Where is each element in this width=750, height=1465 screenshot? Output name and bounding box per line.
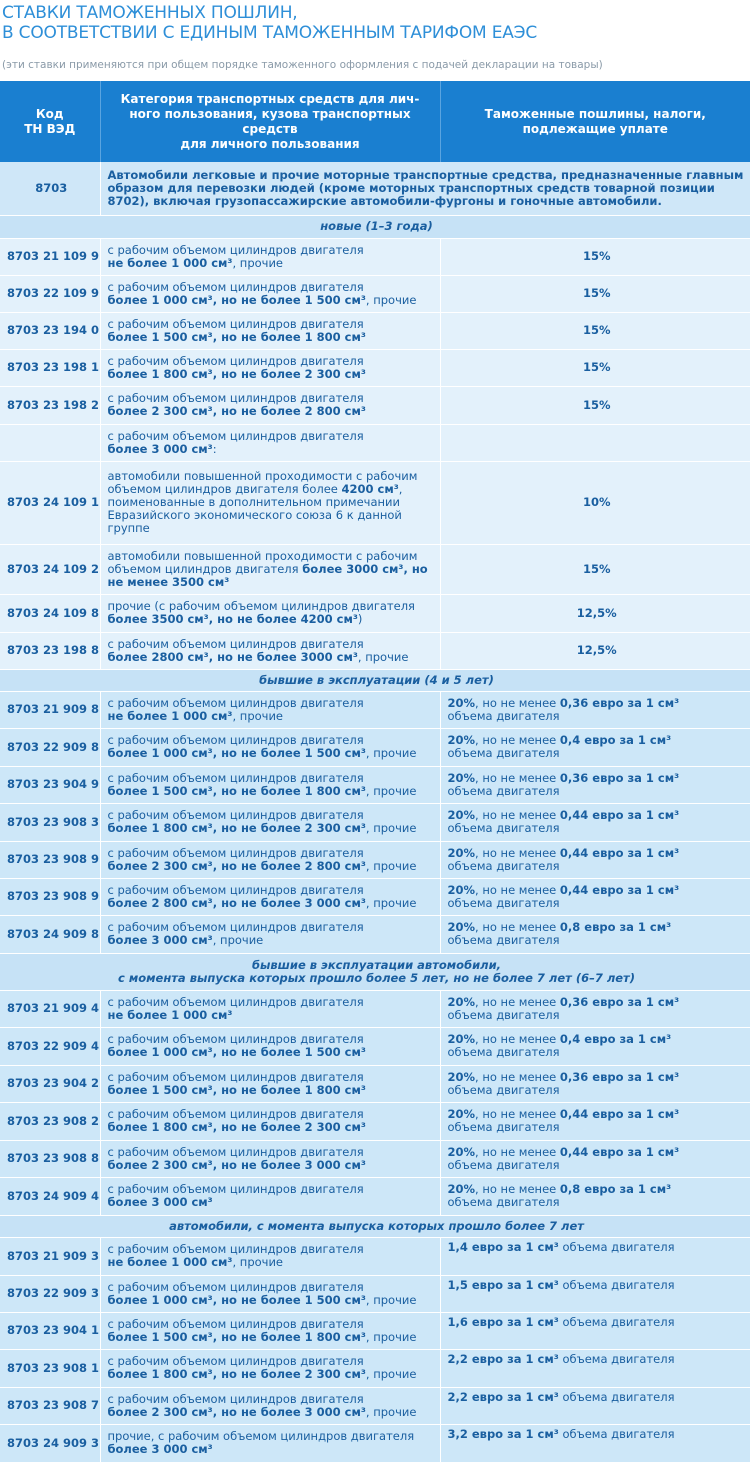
duty-rate-unit: объема двигателя (447, 1195, 560, 1209)
duty-rate: 15% (582, 249, 611, 263)
tn-ved-code: 8703 21 909 3 (0, 1237, 100, 1275)
tn-ved-code: 8703 23 904 9 (0, 766, 100, 803)
category-text: с рабочим объемом цилиндров двигателя (107, 316, 364, 331)
duty-rate-cell (440, 803, 750, 841)
category-cell (100, 990, 440, 1027)
category-volume: не более 1 000 см³ (107, 708, 233, 723)
tn-ved-code: 8703 23 904 1 (0, 1312, 100, 1349)
category-suffix: ) (357, 612, 363, 626)
duty-rate-unit: объема двигателя (447, 933, 560, 947)
category-volume: более 1 800 см³, но не более 2 300 см³ (107, 1120, 366, 1134)
duty-rate-text: , но не менее (475, 1032, 560, 1046)
tn-ved-code: 8703 23 198 1 (0, 349, 100, 386)
category-text: с рабочим объемом цилиндров двигателя (107, 636, 364, 651)
category-cell (100, 766, 440, 803)
category-volume: более 2 300 см³, но не более 2 800 см³ (107, 404, 366, 418)
duty-rate-text: , но не менее (475, 845, 560, 860)
duty-minimum: 0,36 евро за 1 см³ (559, 695, 680, 710)
category-volume: более 1 800 см³, но не более 2 300 см³ (107, 366, 366, 381)
duty-rate-cell (440, 424, 750, 461)
duty-rate-text: объема двигателя (558, 1277, 675, 1292)
duty-rate: 20% (447, 1069, 476, 1084)
category-text: с рабочим объемом цилиндров двигателя (107, 428, 364, 443)
duty-rate: 20% (447, 882, 476, 897)
category-text: автомобили повышенной проходимости с рабочим объемом цилиндров двигателя (107, 548, 418, 576)
duty-rate-cell (440, 691, 750, 728)
table-row (0, 1349, 750, 1387)
category-suffix: , прочие (365, 858, 417, 873)
duty-rate: 20% (447, 808, 476, 822)
category-suffix: , прочие (365, 746, 417, 760)
category-text: с рабочим объемом цилиндров двигателя (107, 1354, 364, 1368)
category-cell (100, 803, 440, 841)
duty-minimum: 0,8 евро за 1 см³ (559, 1182, 672, 1196)
duty-rate-cell (440, 544, 750, 594)
duty-rate-unit: объема двигателя (447, 1157, 560, 1172)
duty-rate-text: , но не менее (475, 733, 560, 747)
category-suffix: , прочие (365, 1367, 417, 1381)
duty-minimum: 0,8 евро за 1 см³ (559, 920, 672, 934)
duty-minimum: 0,44 евро за 1 см³ (559, 808, 680, 822)
table-row (0, 1387, 750, 1424)
category-volume: 4200 см³ (341, 482, 399, 496)
header-code: Код ТН ВЭД (0, 81, 100, 162)
table-row (0, 1102, 750, 1140)
duty-rate-cell (440, 1140, 750, 1177)
table-row (0, 1312, 750, 1349)
duty-rate: 20% (447, 733, 476, 747)
category-text: с рабочим объемом цилиндров двигателя (107, 1069, 364, 1084)
duty-rate-cell (440, 312, 750, 349)
category-cell (100, 386, 440, 424)
tn-ved-code: 8703 22 109 9 (0, 275, 100, 312)
category-cell (100, 275, 440, 312)
duty-rate: 20% (447, 1182, 476, 1196)
category-volume: более 1 000 см³, но не более 1 500 см³ (107, 1292, 366, 1307)
category-text: с рабочим объемом цилиндров двигателя (107, 920, 364, 934)
duty-minimum: 0,44 евро за 1 см³ (559, 1144, 680, 1159)
intro-code: 8703 (0, 162, 100, 215)
header-category: Категория транспортных средств для лич- ного пользования, кузова транспортных средств для личного пользования (100, 81, 440, 162)
duty-rate-unit: объема двигателя (447, 746, 560, 760)
category-suffix: , прочие (232, 1255, 283, 1269)
section-heading-row (0, 215, 750, 238)
category-suffix: , поименованные в дополнительном примечании Евразийского экономического союза 6 к данной группе (107, 482, 403, 535)
duty-rate-text: , но не менее (475, 1144, 560, 1159)
table-row (0, 728, 750, 766)
table-row (0, 1275, 750, 1312)
category-suffix: : (212, 441, 217, 456)
duty-rate-cell (440, 632, 750, 669)
duty-minimum: 0,4 евро за 1 см³ (559, 733, 672, 747)
intro-row (0, 162, 750, 215)
category-volume: более 1 800 см³, но не более 2 300 см³ (107, 1367, 366, 1381)
tn-ved-code: 8703 23 198 2 (0, 386, 100, 424)
table-row (0, 544, 750, 594)
duty-rate-cell (440, 990, 750, 1027)
duty-rate: 20% (447, 845, 476, 860)
duty-rate: 1,4 евро за 1 см³ (447, 1239, 559, 1254)
category-volume: более 1 500 см³, но не более 1 800 см³ (107, 329, 366, 344)
duty-rate-unit: объема двигателя (447, 783, 560, 798)
category-volume: более 2 800 см³, но не более 3 000 см³ (107, 895, 366, 910)
category-cell (100, 594, 440, 632)
header-duties: Таможенные пошлины, налоги, подлежащие уплате (440, 81, 750, 162)
table-row (0, 1424, 750, 1462)
category-cell (100, 632, 440, 669)
tn-ved-code: 8703 23 908 2 (0, 1102, 100, 1140)
category-cell (100, 1237, 440, 1275)
tn-ved-code: 8703 23 908 9 (0, 878, 100, 915)
table-row (0, 424, 750, 461)
customs-duty-table (0, 81, 750, 1463)
category-text: с рабочим объемом цилиндров двигателя (107, 1107, 364, 1121)
tn-ved-code: 8703 22 909 3 (0, 1275, 100, 1312)
tn-ved-code: 8703 23 908 3 (0, 803, 100, 841)
duty-rate: 20% (447, 1032, 476, 1046)
category-cell (100, 841, 440, 878)
category-cell (100, 349, 440, 386)
category-cell (100, 544, 440, 594)
category-cell (100, 728, 440, 766)
duty-rate-text: объема двигателя (558, 1426, 675, 1441)
duty-rate-cell (440, 1387, 750, 1424)
category-suffix: , прочие (232, 255, 283, 270)
category-cell (100, 1349, 440, 1387)
duty-rate-cell (440, 878, 750, 915)
duty-rate-unit: объема двигателя (447, 895, 560, 910)
duty-rate-cell (440, 1177, 750, 1215)
duty-rate-text: объема двигателя (558, 1239, 675, 1254)
category-text: прочие (с рабочим объемом цилиндров двигателя (107, 599, 415, 613)
category-volume: не более 1 000 см³ (107, 1255, 233, 1269)
tn-ved-code (0, 424, 100, 461)
category-cell (100, 238, 440, 275)
tn-ved-code: 8703 23 908 8 (0, 1140, 100, 1177)
table-row (0, 312, 750, 349)
duty-rate: 12,5% (576, 643, 617, 657)
category-volume: более 3 000 см³ (107, 933, 213, 947)
category-volume: более 3 000 см³ (107, 1195, 213, 1209)
table-row (0, 1177, 750, 1215)
duty-rate-cell (440, 1027, 750, 1065)
duty-rate-cell (440, 1312, 750, 1349)
category-text: с рабочим объемом цилиндров двигателя (107, 882, 364, 897)
category-volume: не более 1 000 см³ (107, 1007, 233, 1022)
duty-rate-text: объема двигателя (558, 1314, 675, 1329)
category-text: с рабочим объемом цилиндров двигателя (107, 1182, 364, 1196)
category-text: с рабочим объемом цилиндров двигателя (107, 279, 364, 294)
duty-rate-cell (440, 275, 750, 312)
table-row (0, 1140, 750, 1177)
tn-ved-code: 8703 23 198 8 (0, 632, 100, 669)
duty-rate: 15% (582, 323, 611, 337)
duty-rate-text: , но не менее (475, 1182, 560, 1196)
table-row (0, 238, 750, 275)
category-suffix: , прочие (212, 933, 264, 947)
duty-minimum: 0,44 евро за 1 см³ (559, 845, 680, 860)
duty-rate-cell (440, 915, 750, 953)
duty-rate-text: , но не менее (475, 920, 560, 934)
category-volume: более 1 500 см³, но не более 1 800 см³ (107, 783, 366, 798)
table-row (0, 1237, 750, 1275)
section-heading: бывшие в эксплуатации автомобили, с момента выпуска которых прошло более 5 лет, но не более 7 лет (6–7 лет) (0, 953, 750, 990)
duty-minimum: 0,4 евро за 1 см³ (559, 1032, 672, 1046)
table-row (0, 1027, 750, 1065)
duty-rate-unit: объема двигателя (447, 1007, 560, 1022)
category-suffix: , прочие (365, 292, 417, 307)
duty-rate-cell (440, 1424, 750, 1462)
table-row (0, 1065, 750, 1102)
duty-rate-text: , но не менее (475, 1069, 560, 1084)
category-text: с рабочим объемом цилиндров двигателя (107, 733, 364, 747)
category-text: с рабочим объемом цилиндров двигателя (107, 1391, 364, 1406)
duty-rate-cell (440, 1065, 750, 1102)
duty-rate-unit: объема двигателя (447, 1120, 560, 1134)
duty-minimum: 0,36 евро за 1 см³ (559, 1069, 680, 1084)
duty-minimum: 0,36 евро за 1 см³ (559, 770, 680, 785)
duty-rate-cell (440, 1102, 750, 1140)
section-heading-row (0, 953, 750, 990)
category-text: с рабочим объемом цилиндров двигателя (107, 353, 364, 368)
duty-rate: 20% (447, 770, 476, 785)
category-cell (100, 1424, 440, 1462)
category-volume: более 2 300 см³, но не более 3 000 см³ (107, 1404, 366, 1419)
category-text: с рабочим объемом цилиндров двигателя (107, 770, 364, 785)
duty-rate-text: , но не менее (475, 1107, 560, 1121)
tn-ved-code: 8703 22 909 4 (0, 1027, 100, 1065)
tn-ved-code: 8703 23 908 7 (0, 1387, 100, 1424)
duty-rate-unit: объема двигателя (447, 821, 560, 835)
tn-ved-code: 8703 24 909 4 (0, 1177, 100, 1215)
category-text: с рабочим объемом цилиндров двигателя (107, 1032, 364, 1046)
tn-ved-code: 8703 24 909 3 (0, 1424, 100, 1462)
category-suffix: , прочие (232, 708, 283, 723)
section-heading: автомобили, с момента выпуска которых прошло более 7 лет (0, 1215, 750, 1237)
category-text: с рабочим объемом цилиндров двигателя (107, 1144, 364, 1159)
duty-minimum: 0,44 евро за 1 см³ (559, 882, 680, 897)
category-text: с рабочим объемом цилиндров двигателя (107, 695, 364, 710)
category-text: с рабочим объемом цилиндров двигателя (107, 242, 364, 257)
category-text: с рабочим объемом цилиндров двигателя (107, 1279, 364, 1294)
table-row (0, 878, 750, 915)
duty-rate-unit: объема двигателя (447, 1045, 560, 1059)
category-cell (100, 1140, 440, 1177)
title-line-1: СТАВКИ ТАМОЖЕННЫХ ПОШЛИН, (2, 3, 298, 23)
category-cell (100, 1065, 440, 1102)
category-suffix: , прочие (365, 783, 417, 798)
duty-minimum: 0,36 евро за 1 см³ (559, 994, 680, 1009)
duty-rate-cell (440, 386, 750, 424)
page-title (0, 0, 750, 43)
category-volume: более 2 300 см³, но не более 2 800 см³ (107, 858, 366, 873)
table-body (0, 162, 750, 1462)
category-cell (100, 1387, 440, 1424)
category-volume: более 3000 см³, но не менее 3500 см³ (107, 561, 428, 589)
category-cell (100, 1275, 440, 1312)
duty-rate-cell (440, 1275, 750, 1312)
title-line-2: В СООТВЕТСТВИИ С ЕДИНЫМ ТАМОЖЕННЫМ ТАРИФОМ ЕАЭС (2, 23, 538, 43)
duty-rate-text: объема двигателя (558, 1351, 675, 1366)
category-text: с рабочим объемом цилиндров двигателя (107, 808, 364, 822)
table-row (0, 461, 750, 544)
category-cell (100, 1312, 440, 1349)
duty-rate-unit: объема двигателя (447, 858, 560, 873)
category-suffix: , прочие (365, 821, 417, 835)
section-heading-row (0, 1215, 750, 1237)
duty-rate: 1,6 евро за 1 см³ (447, 1314, 559, 1329)
category-suffix: , прочие (357, 649, 409, 664)
category-volume: более 1 000 см³, но не более 1 500 см³ (107, 1045, 366, 1059)
category-volume: более 2800 см³, но не более 3000 см³ (107, 649, 358, 664)
table-row (0, 803, 750, 841)
duty-rate-text: , но не менее (475, 770, 560, 785)
duty-rate: 12,5% (576, 605, 617, 620)
category-volume: не более 1 000 см³ (107, 255, 233, 270)
duty-rate-unit: объема двигателя (447, 1082, 560, 1097)
category-volume: более 1 800 см³, но не более 2 300 см³ (107, 821, 366, 835)
tn-ved-code: 8703 24 109 2 (0, 544, 100, 594)
category-text: с рабочим объемом цилиндров двигателя (107, 994, 364, 1009)
duty-rate: 3,2 евро за 1 см³ (447, 1426, 559, 1441)
table-row (0, 915, 750, 953)
duty-rate-cell (440, 594, 750, 632)
category-cell (100, 878, 440, 915)
table-header-row (0, 81, 750, 162)
section-heading: новые (1–3 года) (0, 215, 750, 238)
table-row (0, 841, 750, 878)
tn-ved-code: 8703 24 109 1 (0, 461, 100, 544)
category-volume: более 3500 см³, но не более 4200 см³ (107, 612, 358, 626)
duty-rate-text: объема двигателя (558, 1389, 675, 1404)
category-text: с рабочим объемом цилиндров двигателя (107, 845, 364, 860)
duty-rate: 20% (447, 695, 476, 710)
duty-rate: 20% (447, 1144, 476, 1159)
category-cell (100, 1027, 440, 1065)
section-heading: бывшие в эксплуатации (4 и 5 лет) (0, 669, 750, 691)
tn-ved-code: 8703 21 909 4 (0, 990, 100, 1027)
duty-rate-cell (440, 728, 750, 766)
category-volume: более 3 000 см³ (107, 441, 213, 456)
duty-rate-cell (440, 349, 750, 386)
category-volume: более 2 300 см³, но не более 3 000 см³ (107, 1157, 366, 1172)
tn-ved-code: 8703 23 908 1 (0, 1349, 100, 1387)
duty-rate: 15% (582, 286, 611, 300)
category-cell (100, 1102, 440, 1140)
tn-ved-code: 8703 24 909 8 (0, 915, 100, 953)
duty-rate: 15% (582, 360, 611, 374)
category-text: прочие, с рабочим объемом цилиндров двигателя (107, 1429, 415, 1443)
table-row (0, 275, 750, 312)
duty-rate: 10% (582, 495, 611, 509)
table-row (0, 691, 750, 728)
duty-rate-cell (440, 1349, 750, 1387)
category-cell (100, 1177, 440, 1215)
table-row (0, 990, 750, 1027)
category-suffix: , прочие (365, 1329, 417, 1344)
table-row (0, 594, 750, 632)
duty-rate: 20% (447, 1107, 476, 1121)
category-cell (100, 915, 440, 953)
duty-rate-cell (440, 461, 750, 544)
duty-rate-text: , но не менее (475, 994, 560, 1009)
duty-rate-text: , но не менее (475, 808, 560, 822)
tn-ved-code: 8703 21 909 8 (0, 691, 100, 728)
duty-rate: 15% (582, 561, 611, 576)
table-row (0, 349, 750, 386)
table-row (0, 632, 750, 669)
category-volume: более 1 500 см³, но не более 1 800 см³ (107, 1082, 366, 1097)
category-volume: более 1 000 см³, но не более 1 500 см³ (107, 746, 366, 760)
duty-rate-cell (440, 766, 750, 803)
category-cell (100, 424, 440, 461)
duty-rate-text: , но не менее (475, 882, 560, 897)
category-volume: более 3 000 см³ (107, 1442, 213, 1456)
tn-ved-code: 8703 23 908 9 (0, 841, 100, 878)
tn-ved-code: 8703 23 904 2 (0, 1065, 100, 1102)
duty-rate: 1,5 евро за 1 см³ (447, 1277, 559, 1292)
duty-rate-text: , но не менее (475, 695, 560, 710)
tn-ved-code: 8703 22 909 8 (0, 728, 100, 766)
category-text: с рабочим объемом цилиндров двигателя (107, 1242, 364, 1256)
category-volume: более 1 500 см³, но не более 1 800 см³ (107, 1329, 366, 1344)
category-suffix: , прочие (365, 895, 417, 910)
table-row (0, 766, 750, 803)
category-text: автомобили повышенной проходимости с рабочим объемом цилиндров двигателя более (107, 469, 418, 496)
subtitle: (эти ставки применяются при общем порядке таможенного оформления с подачей декларации на товары) (2, 59, 603, 71)
category-text: с рабочим объемом цилиндров двигателя (107, 1316, 364, 1331)
category-suffix: , прочие (365, 1292, 417, 1307)
duty-rate: 20% (447, 994, 476, 1009)
duty-rate: 20% (447, 920, 476, 934)
section-heading-row (0, 669, 750, 691)
duty-rate-cell (440, 238, 750, 275)
category-cell (100, 312, 440, 349)
duty-rate-cell (440, 1237, 750, 1275)
category-text: с рабочим объемом цилиндров двигателя (107, 391, 364, 405)
category-cell (100, 691, 440, 728)
tn-ved-code: 8703 23 194 0 (0, 312, 100, 349)
duty-rate: 15% (582, 397, 611, 412)
category-volume: более 1 000 см³, но не более 1 500 см³ (107, 292, 366, 307)
category-cell (100, 461, 440, 544)
duty-rate: 2,2 евро за 1 см³ (447, 1351, 559, 1366)
table-row (0, 386, 750, 424)
tn-ved-code: 8703 24 109 8 (0, 594, 100, 632)
category-suffix: , прочие (365, 1404, 417, 1419)
duty-rate: 2,2 евро за 1 см³ (447, 1389, 559, 1404)
duty-rate-unit: объема двигателя (447, 708, 560, 723)
duty-rate-cell (440, 841, 750, 878)
tn-ved-code: 8703 21 109 9 (0, 238, 100, 275)
intro-text: Автомобили легковые и прочие моторные транспортные средства, предназначенные главным образом для перевозки людей (кроме моторных транспортных средств товарной позиции 8702), включая грузопассажирские автомобили-фургоны и гоночные автомобили. (100, 162, 750, 215)
duty-minimum: 0,44 евро за 1 см³ (559, 1107, 680, 1121)
